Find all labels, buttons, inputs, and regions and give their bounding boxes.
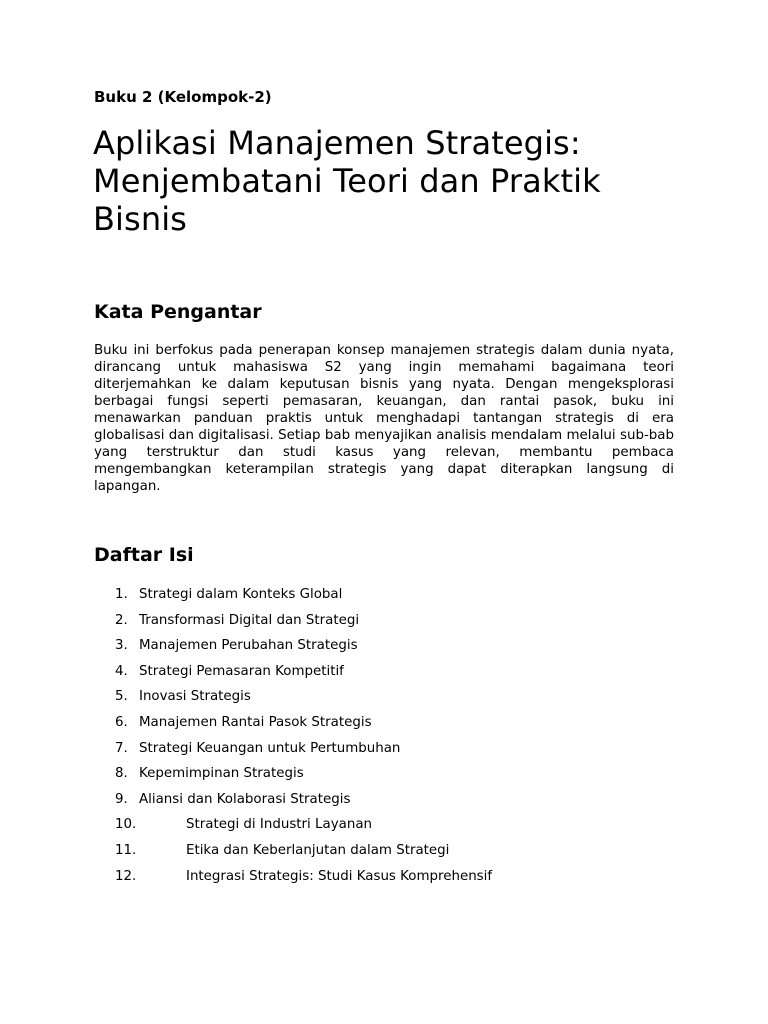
toc-item [0,790,768,816]
toc-item-title: Aliansi dan Kolaborasi Strategis [139,791,351,807]
toc-item-number: 9. [115,791,128,807]
series-label: Buku 2 (Kelompok-2) [94,88,272,106]
toc-item [0,585,768,611]
toc-item-number: 7. [115,740,128,756]
toc-item-title: Manajemen Perubahan Strategis [139,638,358,654]
toc-item-number: 3. [115,638,128,654]
toc-heading: Daftar Isi [94,544,194,566]
toc-item-title: Manajemen Rantai Pasok Strategis [139,714,372,730]
toc-item [0,713,768,739]
toc-item-title: Integrasi Strategis: Studi Kasus Komprehensif [186,868,493,884]
toc-item [0,867,768,893]
toc-item [0,764,768,790]
toc-item-number: 6. [115,714,128,730]
toc-item [0,739,768,765]
toc-item-number: 5. [115,689,128,705]
toc-item-title: Strategi Pemasaran Kompetitif [139,663,344,679]
toc-item-title: Etika dan Keberlanjutan dalam Strategi [186,842,450,858]
toc-item [0,662,768,688]
toc-list [0,585,768,892]
toc-item-title: Strategi Keuangan untuk Pertumbuhan [139,740,401,756]
toc-item-number: 2. [115,612,128,628]
toc-item-title: Strategi di Industri Layanan [186,817,373,833]
toc-item [0,841,768,867]
toc-item-number: 10. [115,817,137,833]
preface-paragraph: Buku ini berfokus pada penerapan konsep manajemen strategis dalam dunia nyata, dirancang untuk mahasiswa S2 yang ingin memahami bagaimana teori diterjemahkan ke dalam keputusan bisnis yang nyata. Dengan mengeksplorasi berbagai fungsi seperti pemasaran, keuangan, dan rantai pasok, buku ini menawarkan panduan praktis untuk menghadapi tantangan strategis di era globalisasi dan digitalisasi. Setiap bab menyajikan analisis mendalam melalui sub-bab yang terstruktur dan studi kasus yang relevan, membantu pembaca mengembangkan keterampilan strategis yang dapat diterapkan langsung di lapangan. [94,343,674,494]
toc-item-title: Transformasi Digital dan Strategi [139,612,360,628]
toc-item-title: Inovasi Strategis [139,689,251,705]
toc-item-number: 4. [115,663,128,679]
toc-item-title: Strategi dalam Konteks Global [139,587,343,602]
toc-item-title: Kepemimpinan Strategis [139,766,304,782]
toc-item [0,815,768,841]
toc-item-number: 8. [115,766,128,782]
toc-item [0,636,768,662]
toc-item-number: 1. [115,587,128,602]
toc-item-number: 11. [115,842,137,858]
document-title: Aplikasi Manajemen Strategis: Menjembatani Teori dan Praktik Bisnis [93,124,601,238]
preface-heading: Kata Pengantar [94,301,262,323]
toc-item [0,687,768,713]
toc-item [0,611,768,637]
toc-item-number: 12. [115,868,137,884]
